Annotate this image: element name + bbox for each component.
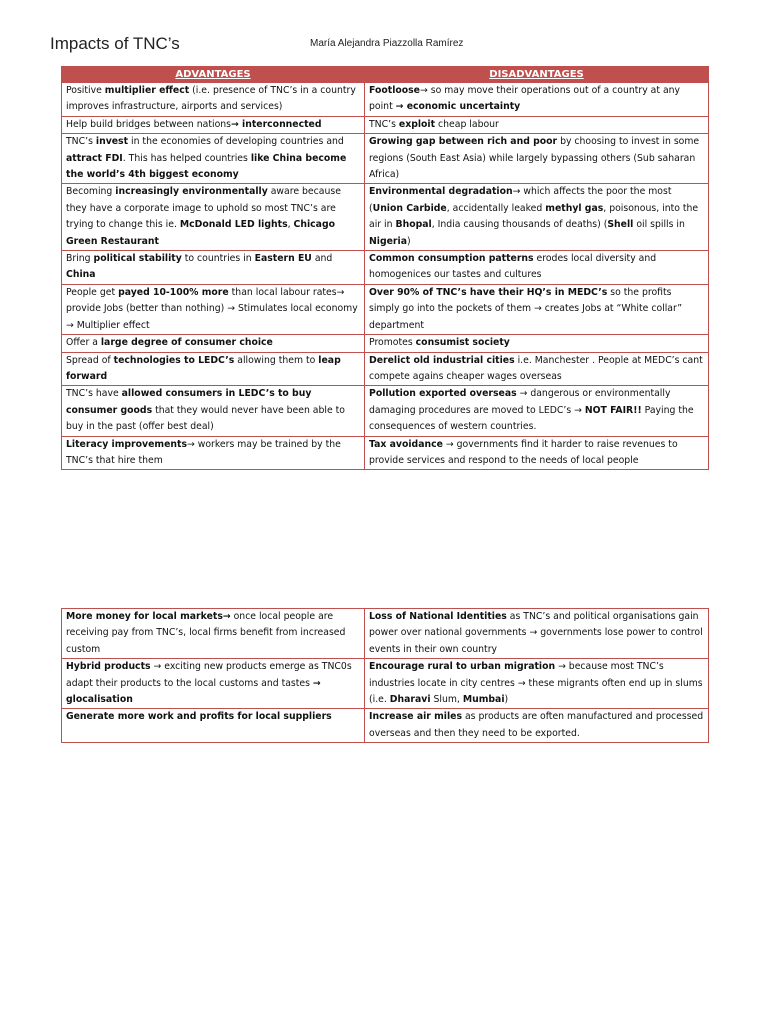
text: → dangerous or environmentally damaging procedures are moved to LEDC’s → (369, 388, 671, 416)
bold-text: Shell (607, 219, 634, 231)
advantage-cell (62, 709, 365, 743)
text: (i.e. presence of TNC’s in a country improves infrastructure, airports and services) (66, 85, 356, 113)
text: by choosing to invest in some regions (South East Asia) while largely bypassing others (Sub saharan Africa) (369, 136, 700, 181)
text: . This has helped countries (122, 152, 251, 164)
text: Paying the consequences of western countries. (369, 404, 694, 433)
disadvantage-cell (365, 709, 709, 743)
bold-text: technologies to LEDC’s (113, 354, 235, 366)
text: in the economies of developing countries and (128, 136, 344, 148)
text: cheap labour (435, 118, 499, 130)
advantage-cell (62, 335, 365, 352)
text: Positive (66, 85, 105, 96)
text: TNC’s have (66, 388, 122, 400)
table-row (62, 659, 709, 709)
disadvantage-cell (365, 83, 709, 117)
advantage-cell (62, 284, 365, 334)
disadvantages-header: DISADVANTAGES (365, 67, 709, 83)
text: i.e. Manchester . People at MEDC’s cant compete agains cheaper wages overseas (369, 354, 703, 382)
bold-text: exploit (398, 118, 436, 130)
bold-text: methyl gas (545, 202, 604, 214)
bold-text: Generate more work and profits for local suppliers (66, 711, 332, 723)
text: , poisonous, into the air in (369, 202, 699, 231)
disadvantage-cell (365, 659, 709, 709)
text: , (287, 219, 294, 231)
advantage-cell (62, 251, 365, 285)
text: TNC’s (66, 136, 96, 148)
bold-text: Hybrid products (66, 661, 151, 673)
bold-text: Growing gap between rich and poor (369, 136, 558, 148)
text: Becoming (66, 186, 116, 198)
bold-text: Encourage rural to urban migration (369, 661, 556, 673)
bold-text: allowed consumers in LEDC’s to buy consumer goods (66, 388, 312, 416)
disadvantage-cell (365, 386, 709, 436)
disadvantage-cell (365, 284, 709, 334)
text: than local labour rates→ provide Jobs (better than nothing) → Stimulates local economy → Multiplier effect (66, 286, 358, 331)
table-row (62, 116, 709, 133)
table-header-row (62, 67, 709, 83)
advantage-cell (62, 116, 365, 133)
bold-text: More money for local markets→ (66, 611, 231, 622)
bold-text: Derelict old industrial cities (369, 354, 515, 366)
advantage-cell (62, 352, 365, 386)
page-title: Impacts of TNC’s (50, 34, 180, 53)
bold-text: → interconnected (231, 118, 322, 130)
text: and (311, 253, 333, 265)
advantage-cell (62, 184, 365, 251)
text: → which affects the poor the most ( (369, 186, 672, 214)
bold-text: increasingly environmentally (115, 186, 268, 198)
text: so the profits simply go into the pockets of them → creates Jobs at “White collar” department (369, 286, 683, 331)
bold-text: Footloose (369, 85, 420, 96)
disadvantage-cell (365, 609, 709, 659)
bold-text: Over 90% of TNC’s have their HQ’s in MEDC’s (369, 286, 608, 298)
advantage-cell (62, 134, 365, 184)
text: allowing them to (234, 354, 319, 366)
text: → governments find it harder to raise revenues to provide services and respond to the needs of local people (369, 438, 678, 466)
bold-text: Loss of National Identities (369, 611, 507, 622)
disadvantage-cell (365, 184, 709, 251)
text: → so may move their operations out of a country at any point (369, 85, 681, 113)
table-row (62, 251, 709, 285)
bold-text: NOT FAIR!! (584, 404, 642, 416)
bold-text: Bhopal (395, 219, 432, 231)
table-row (62, 609, 709, 659)
text: Bring (66, 253, 94, 265)
text: → workers may be trained by the TNC’s that hire them (66, 438, 341, 466)
table-row (62, 134, 709, 184)
advantage-cell (62, 436, 365, 470)
impacts-table-continued (61, 608, 709, 743)
disadvantage-cell (365, 134, 709, 184)
disadvantage-cell (365, 335, 709, 352)
text: Slum, (430, 694, 463, 706)
text: Offer a (66, 337, 101, 349)
disadvantage-cell (365, 436, 709, 470)
text: Help build bridges between nations (66, 118, 231, 130)
text: that they would never have been able to buy in the past (offer best deal) (66, 404, 345, 433)
bold-text: attract FDI (66, 152, 123, 164)
table-row (62, 386, 709, 436)
bold-text: multiplier effect (104, 85, 190, 96)
table-row (62, 352, 709, 386)
disadvantage-cell (365, 251, 709, 285)
advantage-cell (62, 386, 365, 436)
table-row (62, 284, 709, 334)
text: to countries in (181, 253, 255, 265)
bold-text: Dharavi (389, 694, 431, 706)
bold-text: Tax avoidance (369, 438, 443, 450)
text: TNC’s (369, 118, 399, 130)
bold-text: Pollution exported overseas (369, 388, 517, 400)
bold-text: Chicago Green Restaurant (66, 219, 335, 247)
disadvantage-cell (365, 116, 709, 133)
text: People get (66, 286, 119, 298)
advantages-header: ADVANTAGES (62, 67, 365, 83)
text: ) (406, 235, 411, 247)
bold-text: leap forward (66, 354, 341, 382)
disadvantage-cell (365, 352, 709, 386)
text: → exciting new products emerge as TNC0s adapt their products to the local customs and tastes (66, 661, 352, 689)
bold-text: → economic uncertainty (395, 101, 521, 113)
bold-text: Eastern EU (254, 253, 312, 265)
table-row (62, 335, 709, 352)
bold-text: Union Carbide (372, 202, 447, 214)
table-row (62, 709, 709, 743)
text: Spread of (66, 354, 114, 366)
table-row (62, 83, 709, 117)
text: Promotes (369, 337, 416, 349)
text: as TNC’s and political organisations gain power over national governments → governments lose power to control events in their own country (369, 611, 703, 655)
text: oil spills in (633, 219, 685, 231)
advantage-cell (62, 83, 365, 117)
advantage-cell (62, 609, 365, 659)
table-row (62, 184, 709, 251)
bold-text: Environmental degradation (369, 186, 513, 198)
bold-text: large degree of consumer choice (100, 337, 273, 349)
text: , India causing thousands of deaths) ( (431, 219, 608, 231)
text: , accidentally leaked (446, 202, 546, 214)
bold-text: Nigeria (369, 235, 407, 247)
bold-text: Literacy improvements (66, 438, 187, 450)
bold-text: like China become the world’s 4th biggest economy (66, 152, 347, 181)
bold-text: consumist society (415, 337, 510, 349)
author-name: María Alejandra Piazzolla Ramírez (310, 38, 464, 49)
bold-text: Increase air miles (369, 711, 463, 723)
bold-text: China (66, 269, 96, 281)
text: as products are often manufactured and processed overseas and then they need to be exported. (369, 711, 704, 739)
table-row (62, 436, 709, 470)
text: ) (504, 694, 509, 706)
bold-text: invest (95, 136, 129, 148)
bold-text: McDonald LED lights (179, 219, 288, 231)
text: → because most TNC’s industries locate in city centres → these migrants often end up in slums (i.e. (369, 661, 703, 706)
bold-text: Common consumption patterns (369, 253, 534, 265)
advantage-cell (62, 659, 365, 709)
bold-text: → glocalisation (66, 677, 321, 706)
bold-text: political stability (93, 253, 182, 265)
text: erodes local diversity and homogenices our tastes and cultures (369, 253, 657, 281)
bold-text: payed 10-100% more (118, 286, 229, 298)
text: once local people are receiving pay from TNC’s, local firms benefit from increased custom (66, 611, 346, 655)
bold-text: Mumbai (462, 694, 505, 706)
text: aware because they have a corporate image to uphold so most TNC’s are trying to change this ie. (66, 186, 341, 231)
impacts-table (61, 66, 709, 470)
